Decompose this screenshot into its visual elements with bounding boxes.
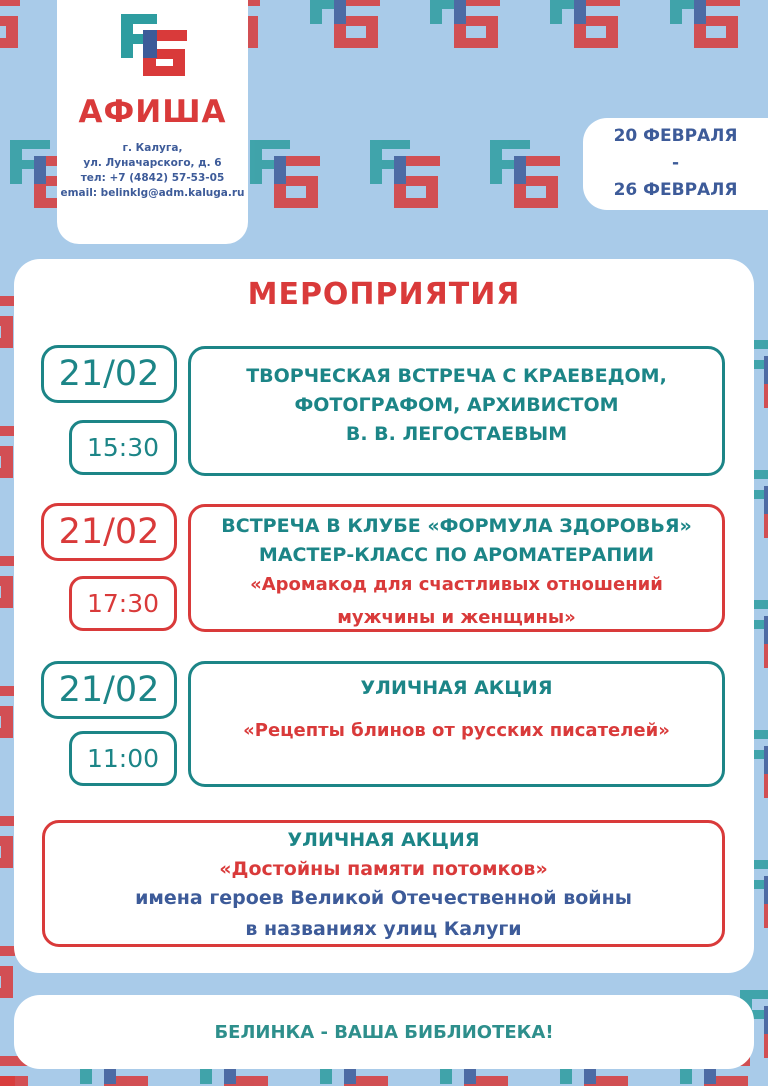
event-3-line-1: УЛИЧНАЯ АКЦИЯ <box>360 677 553 699</box>
event-2-card <box>188 504 725 632</box>
event-3-time: 11:00 <box>69 731 177 786</box>
date-end: 26 ФЕВРАЛЯ <box>613 180 738 200</box>
footer-banner: БЕЛИНКА - ВАША БИБЛИОТЕКА! <box>14 995 754 1069</box>
event-1-line-3: В. В. ЛЕГОСТАЕВЫМ <box>345 423 568 445</box>
event-3-card <box>188 661 725 787</box>
event-2-time: 17:30 <box>69 576 177 631</box>
afisha-title: АФИША <box>78 94 227 130</box>
event-2-line-1: ВСТРЕЧА В КЛУБЕ «ФОРМУЛА ЗДОРОВЬЯ» <box>221 515 692 537</box>
address-city: г. Калуга, <box>122 142 183 154</box>
email: email: belinklg@adm.kaluga.ru <box>60 187 245 199</box>
bb-logo-icon <box>113 10 193 80</box>
event-1-time: 15:30 <box>69 420 177 475</box>
event-4-line-1: УЛИЧНАЯ АКЦИЯ <box>287 829 480 851</box>
header-badge <box>57 0 248 244</box>
date-range <box>583 118 768 210</box>
event-3-line-2: «Рецепты блинов от русских писателей» <box>243 720 670 741</box>
events-card <box>14 259 754 973</box>
event-4-card <box>42 820 725 947</box>
event-1-line-1: ТВОРЧЕСКАЯ ВСТРЕЧА С КРАЕВЕДОМ, <box>246 365 667 387</box>
event-1-date: 21/02 <box>41 345 177 403</box>
event-4-line-4: в названиях улиц Калуги <box>245 918 522 940</box>
event-2-line-3: «Аромакод для счастливых отношений <box>250 574 663 595</box>
event-4-line-2: «Достойны памяти потомков» <box>219 858 548 880</box>
event-1-card <box>188 346 725 476</box>
events-heading: МЕРОПРИЯТИЯ <box>247 277 521 312</box>
event-2-line-4: мужчины и женщины» <box>337 607 576 628</box>
event-2-date: 21/02 <box>41 503 177 561</box>
event-4-line-3: имена героев Великой Отечественной войны <box>135 887 632 909</box>
event-1-line-2: ФОТОГРАФОМ, АРХИВИСТОМ <box>294 394 619 416</box>
address-street: ул. Луначарского, д. 6 <box>83 157 222 169</box>
event-2-line-2: МАСТЕР-КЛАСС ПО АРОМАТЕРАПИИ <box>258 544 655 566</box>
event-3-date: 21/02 <box>41 661 177 719</box>
date-separator: - <box>671 153 680 173</box>
phone: тел: +7 (4842) 57-53-05 <box>80 172 225 184</box>
date-start: 20 ФЕВРАЛЯ <box>613 126 738 146</box>
